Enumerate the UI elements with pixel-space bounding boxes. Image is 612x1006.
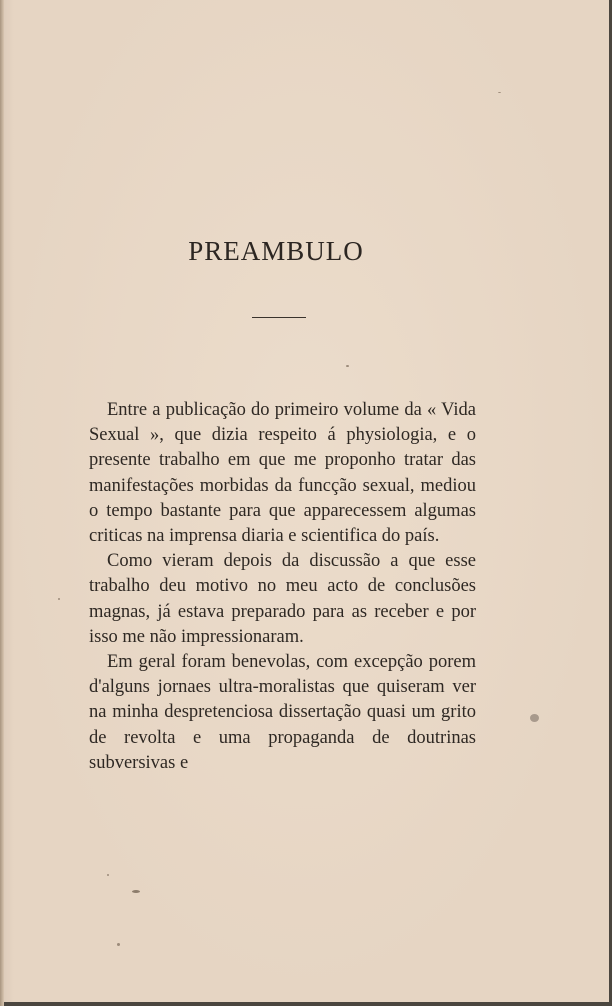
paper-speck (58, 598, 60, 600)
paper-speck (530, 714, 539, 722)
page-gutter (0, 0, 4, 1006)
paragraph-2: Como vieram depois da discussão a que esse trabalho deu motivo no meu acto de conclusões magnas, já estava preparado para as receber e por isso me não impressionaram. (89, 551, 476, 647)
paper-speck (117, 943, 120, 946)
paper-speck (498, 92, 501, 93)
chapter-title: PREAMBULO (188, 236, 364, 266)
paragraph-3: Em geral foram benevolas, com excepção porem d'alguns jornaes ultra-moralistas que quiseram ver na minha despretenciosa dissertação quasi um grito de revolta e uma propaganda de doutrinas subversivas e (89, 652, 476, 773)
title-divider (252, 317, 306, 318)
paragraph-1: Entre a publicação do primeiro volume da « Vida Sexual », que dizia respeito á physiologia, e o presente trabalho em que me proponho tratar das manifestações morbidas da funcção sexual, mediou o tempo bastante para que apparecessem algumas criticas na imprensa diaria e scientifica do país. (89, 400, 476, 547)
paper-speck (132, 890, 140, 893)
body-text (89, 398, 476, 776)
paper-speck (107, 874, 109, 876)
paper-speck (346, 365, 349, 367)
